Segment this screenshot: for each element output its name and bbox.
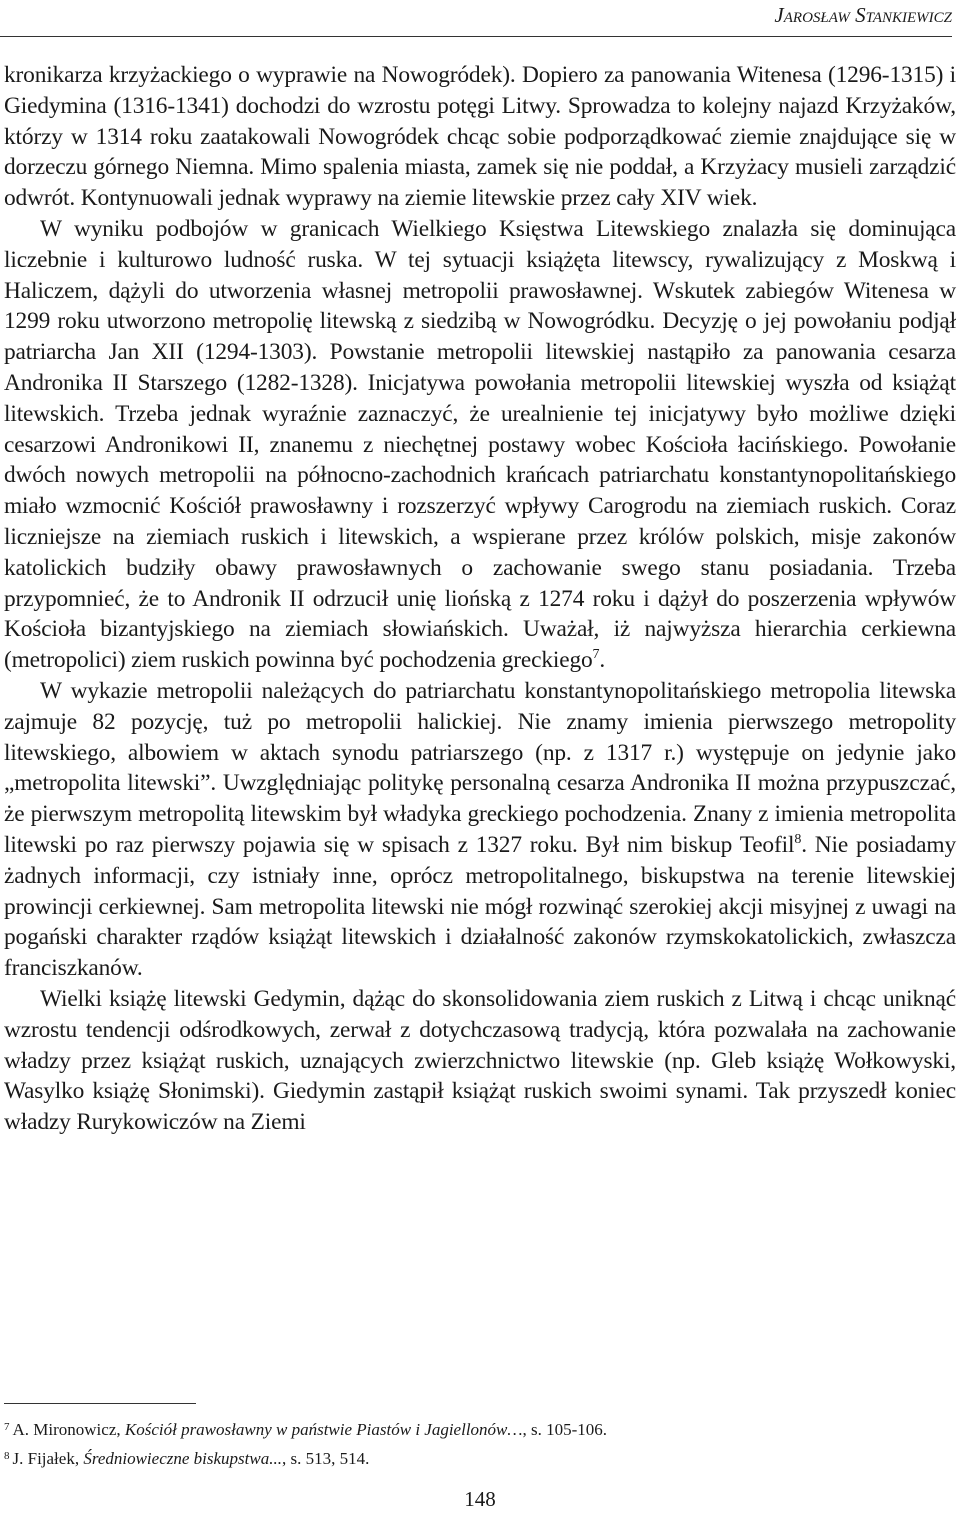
footnotes	[4, 1414, 956, 1472]
paragraph-2-end: .	[599, 647, 606, 674]
footnote-8-pages: , s. 513, 514.	[281, 1449, 370, 1468]
running-head	[0, 0, 952, 37]
paragraph-2-text: W wyniku podbojów w granicach Wielkiego Księstwa Litewskiego znalazła się dominująca liczebnie i kulturowo ludność ruska. W tej sytuacji książęta litewscy, rywalizujący z Moskwą i Haliczem, dążyli do utworzenia własnej metropolii prawosławnej. Wskutek zabiegów Witenesa w 1299 roku utworzono metropolię litewską z siedzibą w Nowogródku. Decyzję o jej powołaniu podjął patriarcha Jan XII (1294-1303). Powstanie metropolii litewskiej nastąpiło za panowania cesarza Andronika II Starszego (1282-1328). Inicjatywa powołania metropolii litewskiej wyszła od książąt litewskich. Trzeba jednak wyraźnie zaznaczyć, że urealnienie tej inicjatywy było możliwe dzięki cesarzowi Andronikowi II, znanemu z niechętnej postawy wobec Kościoła łacińskiego. Powołanie dwóch nowych metropolii na północno-zachodnich krańcach patriarchatu konstantynopolitańskiego miało wzmocnić Kościół prawosławny i rozszerzyć wpływy Carogrodu na ziemiach ruskich. Coraz liczniejsze na ziemiach ruskich i litewskich, a wspierane przez królów polskich, misje zakonów katolickich budziły obawy prawosławnych o zachowanie swego stanu posiadania. Trzeba przypomnieć, że to Andronik II odrzucił unię liońską z 1274 roku i dążył do poszerzenia wpływów Kościoła bizantyjskiego na ziemiach słowiańskich. Uważał, iż najwyższa hierarchia cerkiewna (metropolici) ziem ruskich powinna być pochodzenia greckiego	[4, 215, 956, 674]
footnote-8-author: J. Fijałek,	[12, 1449, 84, 1468]
footnote-7-pages: , s. 105-106.	[522, 1420, 608, 1439]
footnote-7-number: 7	[4, 1421, 10, 1433]
footnote-divider	[4, 1403, 196, 1404]
paragraph-1	[4, 60, 956, 214]
main-text	[4, 60, 956, 1138]
footnote-ref-7[interactable]: 7	[592, 647, 600, 663]
running-head-author: Jarosław Stankiewicz	[774, 3, 952, 27]
paragraph-3-end: . Nie posiadamy żadnych informacji, czy istniały inne, oprócz metropolitalnego, biskupstwa na terenie litewskiej prowincji cerkiewnej. Sam metropolita litewski nie mógł rozwinąć szerokiej akcji misyjnej z uwagi na pogański charakter rządów książąt litewskich i działalność zakonów rzymskokatolickich, zwłaszcza franciszkanów.	[4, 831, 956, 982]
paragraph-3-text: W wykazie metropolii należących do patriarchatu konstantynopolitańskiego metropolia litewska zajmuje 82 pozycję, tuż po metropolii halickiej. Nie znamy imienia pierwszego metropolity litewskiego, albowiem w aktach synodu patriarszego (np. z 1317 r.) występuje on jedynie jako „metropolita litewski”. Uwzględniając politykę personalną cesarza Andronika II można przypuszczać, że pierwszym metropolitą litewskim był władyka greckiego pochodzenia. Znany z imienia metropolita litewski po raz pierwszy pojawia się w spisach z 1327 roku. Był nim biskup Teofil	[4, 677, 956, 858]
footnote-7	[4, 1414, 956, 1443]
page-number: 148	[464, 1487, 496, 1511]
footnote-8-number: 8	[4, 1450, 10, 1462]
paragraph-2	[4, 214, 956, 676]
paragraph-3	[4, 676, 956, 984]
paragraph-1-text: kronikarza krzyżackiego o wyprawie na Nowogródek). Dopiero za panowania Witenesa (1296-1315) i Giedymina (1316-1341) dochodzi do wzrostu potęgi Litwy. Sprowadza to kolejny najazd Krzyżaków, którzy w 1314 roku zaatakowali Nowogródek chcąc sobie podporządkować ziemie znajdujące się w dorzeczu górnego Niemna. Mimo spalenia miasta, zamek się nie poddał, a Krzyżacy musieli zarządzić odwrót. Kontynuowali jednak wyprawy na ziemie litewskie przez cały XIV wiek.	[4, 62, 956, 212]
paragraph-4	[4, 984, 956, 1138]
footnote-7-author: A. Mironowicz,	[12, 1420, 125, 1439]
footnote-ref-8[interactable]: 8	[794, 831, 802, 847]
footnote-7-title: Kościół prawosławny w państwie Piastów i Jagiellonów…	[124, 1420, 523, 1439]
footnote-8	[4, 1443, 956, 1472]
footnote-8-title: Średniowieczne biskupstwa...	[83, 1449, 282, 1468]
paragraph-4-text: Wielki książę litewski Gedymin, dążąc do skonsolidowania ziem ruskich z Litwą i chcąc uniknąć wzrostu tendencji odśrodkowych, zerwał z dotychczasową tradycją, która pozwalała na zachowanie władzy przez książąt ruskich, uznających zwierzchnictwo litewskie (np. Gleb książę Wołkowyski, Wasylko książę Słonimski). Giedymin zastąpił książąt ruskich swoimi synami. Tak przyszedł koniec władzy Rurykowiczów na Ziemi	[4, 985, 956, 1136]
